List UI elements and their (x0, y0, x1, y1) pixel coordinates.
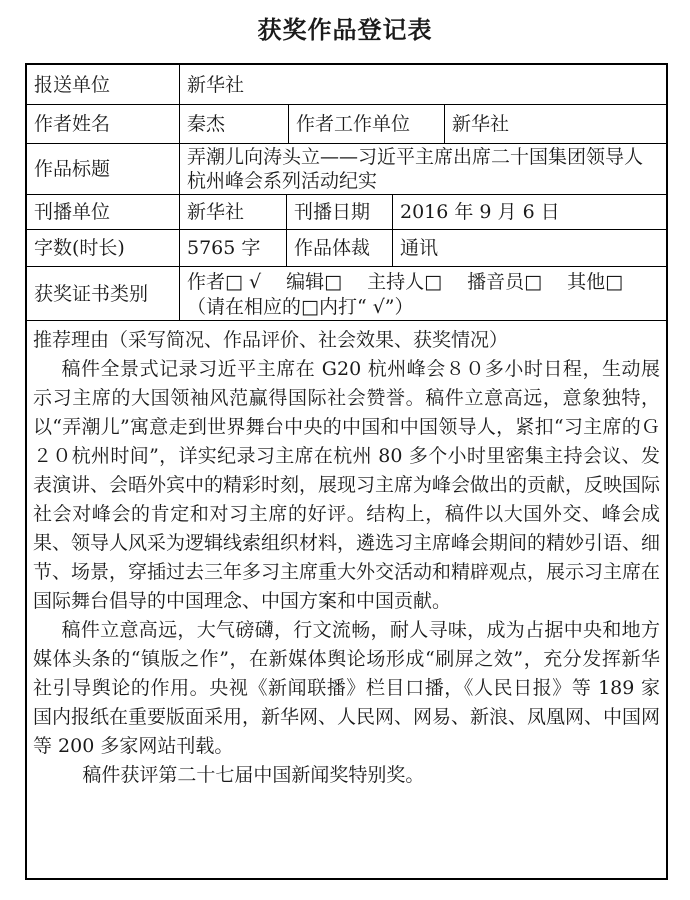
submitting-unit-value: 新华社 (187, 73, 245, 96)
author-work-unit-value: 新华社 (452, 113, 510, 135)
recommendation-header: 推荐理由（采写简况、作品评价、社会效果、获奖情况） (33, 329, 509, 351)
genre-value: 通讯 (400, 237, 439, 259)
genre-label: 作品体裁 (287, 230, 393, 266)
certificate-hint-line: （请在相应的□内打“ √”） (187, 296, 414, 318)
row-submitting-unit (27, 65, 666, 105)
publish-unit-label: 刊播单位 (27, 195, 180, 229)
certificate-options-line: 作者□ √ 编辑□ 主持人□ 播音员□ 其他□ (187, 271, 624, 293)
row-publish (27, 195, 666, 230)
author-name-value: 秦杰 (180, 105, 289, 143)
row-certificate-type (27, 267, 666, 321)
row-author (27, 105, 666, 144)
row-work-title (27, 144, 666, 195)
work-title-label: 作品标题 (27, 144, 180, 194)
registration-form-table (25, 63, 668, 880)
certificate-type-options (180, 267, 666, 320)
row-recommendation (27, 321, 666, 878)
certificate-type-label: 获奖证书类别 (27, 267, 180, 320)
recommendation-paragraph-3: 稿件获评第二十七届中国新闻奖特别奖。 (82, 764, 425, 786)
author-name-label: 作者姓名 (27, 105, 180, 143)
page-title: 获奖作品登记表 (257, 15, 433, 44)
recommendation-paragraph-1: 稿件全景式记录习近平主席在 G20 杭州峰会８０多小时日程，生动展示习主席的大国领袖风范赢得国际社会赞誉。稿件立意高远，意象独特，以“弄潮儿”寓意走到世界舞台中央的中国和中国领导人，紧扣“习主席的Ｇ２０杭州时间”，详实纪录习主席在杭州 80 多个小时里密集主持会议、发表演讲、会晤外宾中的精彩时刻，展现习主席为峰会做出的贡献，反映国际社会对峰会的肯定和对习主席的好评。结构上，稿件以大国外交、峰会成果、领导人风采为逻辑线索组织材料，遴选习主席峰会期间的精妙引语、细节、场景，穿插过去三年多习主席重大外交活动和精辟观点，展示习主席在国际舞台倡导的中国理念、中国方案和中国贡献。 (33, 358, 661, 612)
author-work-unit-label: 作者工作单位 (289, 105, 445, 143)
work-title-value: 弄潮儿向涛头立——习近平主席出席二十国集团领导人杭州峰会系列活动纪实 (187, 146, 644, 192)
publish-unit-value: 新华社 (180, 195, 287, 229)
row-word-count (27, 230, 666, 267)
publish-date-label: 刊播日期 (287, 195, 393, 229)
recommendation-paragraph-2: 稿件立意高远，大气磅礴，行文流畅，耐人寻味，成为占据中央和地方媒体头条的“镇版之作”，在新媒体舆论场形成“刷屏之效”，充分发挥新华社引导舆论的作用。央视《新闻联播》栏目口播，《人民日报》等 189 家国内报纸在重要版面采用，新华网、人民网、网易、新浪、凤凰网、中国网等 200 多家网站刊载。 (33, 619, 661, 757)
word-count-label: 字数(时长) (27, 230, 180, 266)
word-count-value: 5765 字 (180, 230, 287, 266)
publish-date-value: 2016 年 9 月 6 日 (400, 201, 560, 223)
submitting-unit-label: 报送单位 (27, 65, 180, 104)
